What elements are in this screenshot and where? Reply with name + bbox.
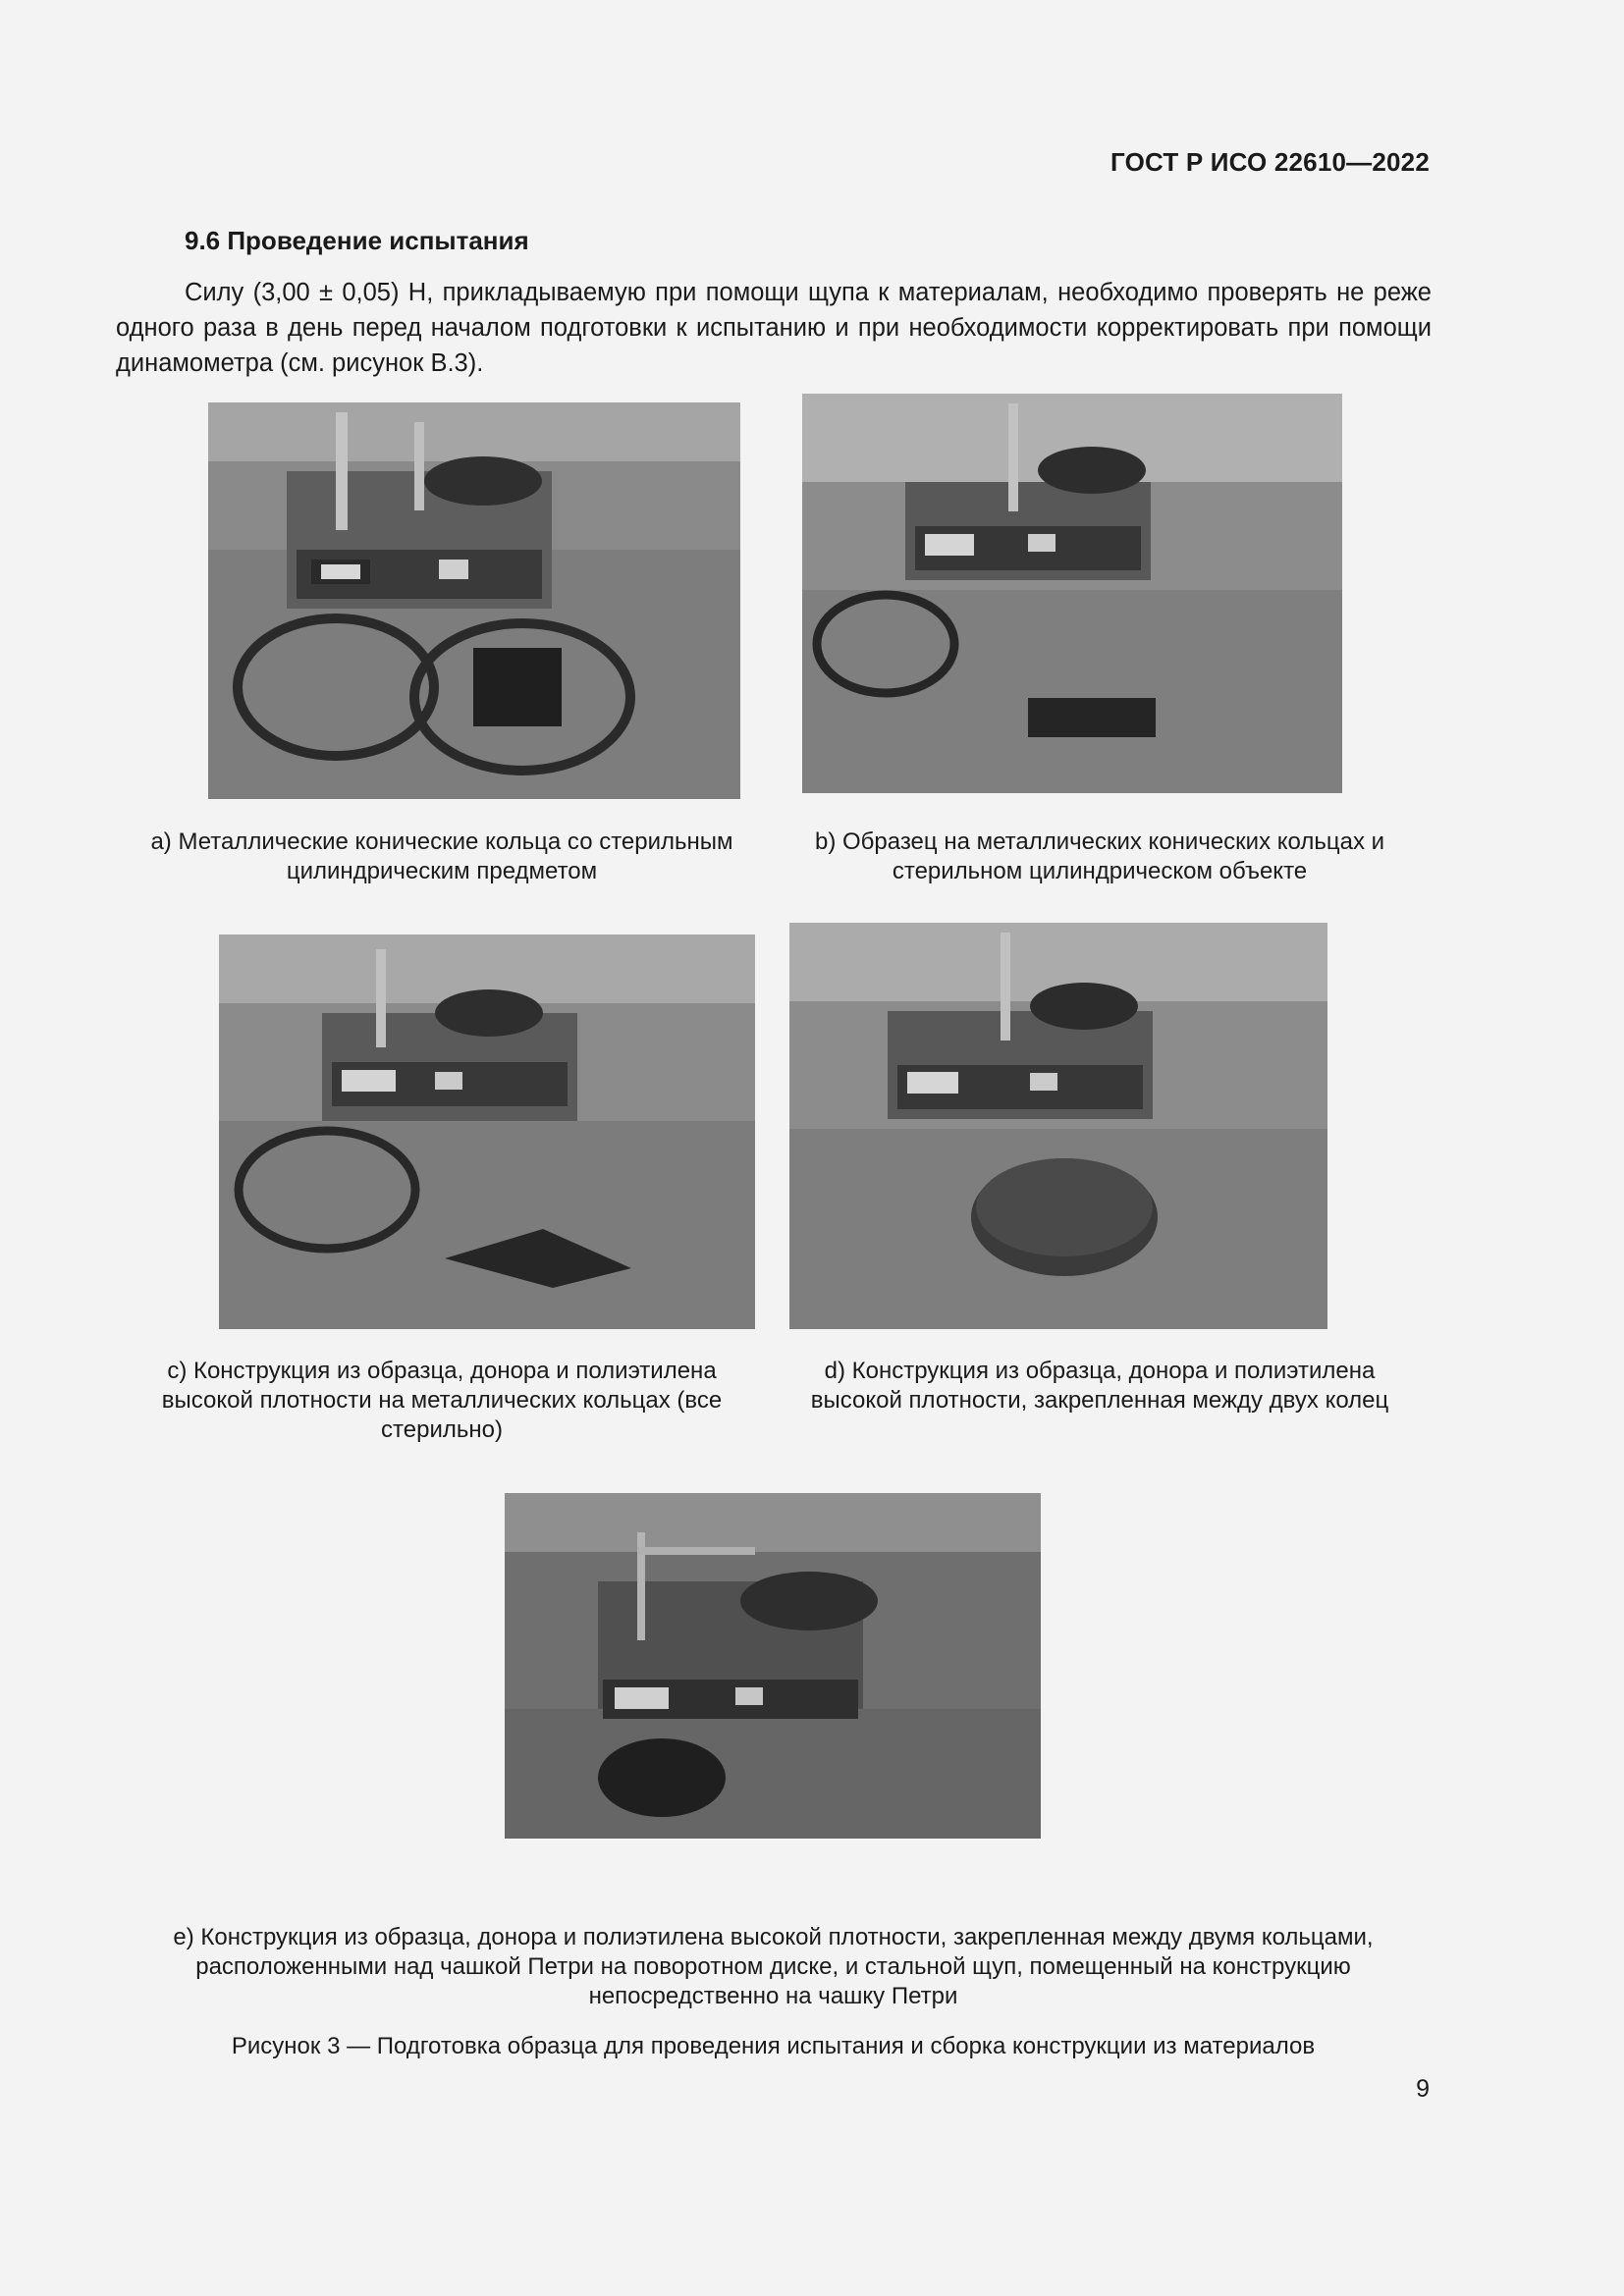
photo-e [505, 1493, 1041, 1839]
caption-a: a) Металлические конические кольца со стерильным цилиндрическим предметом [150, 828, 733, 884]
page-number: 9 [1416, 2075, 1430, 2103]
photo-d [789, 923, 1327, 1329]
photo-a [208, 402, 740, 799]
figure-title: Рисунок 3 — Подготовка образца для проведения испытания и сборка конструкции из материалов [231, 2033, 1316, 2059]
photo-c [219, 934, 755, 1329]
caption-b: b) Образец на металлических конических кольцах и стерильном цилиндрическом объекте [814, 828, 1385, 884]
caption-c: c) Конструкция из образца, донора и полиэтилена высокой плотности на металлических кольцах (все стерильно) [161, 1358, 723, 1443]
document-header: ГОСТ Р ИСО 22610—2022 [1110, 147, 1430, 177]
caption-e: e) Конструкция из образца, донора и полиэтилена высокой плотности, закрепленная между двумя кольцами, расположенными над чашкой Петри на поворотном диске, и стальной щуп, помещенный на конструкцию непосредственно на чашку Петри [173, 1924, 1374, 2009]
section-title: 9.6 Проведение испытания [185, 226, 529, 255]
caption-d: d) Конструкция из образца, донора и полиэтилена высокой плотности, закрепленная между двух колец [810, 1358, 1389, 1414]
body-paragraph: Силу (3,00 ± 0,05) Н, прикладываемую при помощи щупа к материалам, необходимо проверять не реже одного раза в день перед началом подготовки к испытанию и при необходимости корректировать при помощи динамометра (см. рисунок В.3). [116, 279, 1432, 377]
photo-b [802, 394, 1342, 793]
